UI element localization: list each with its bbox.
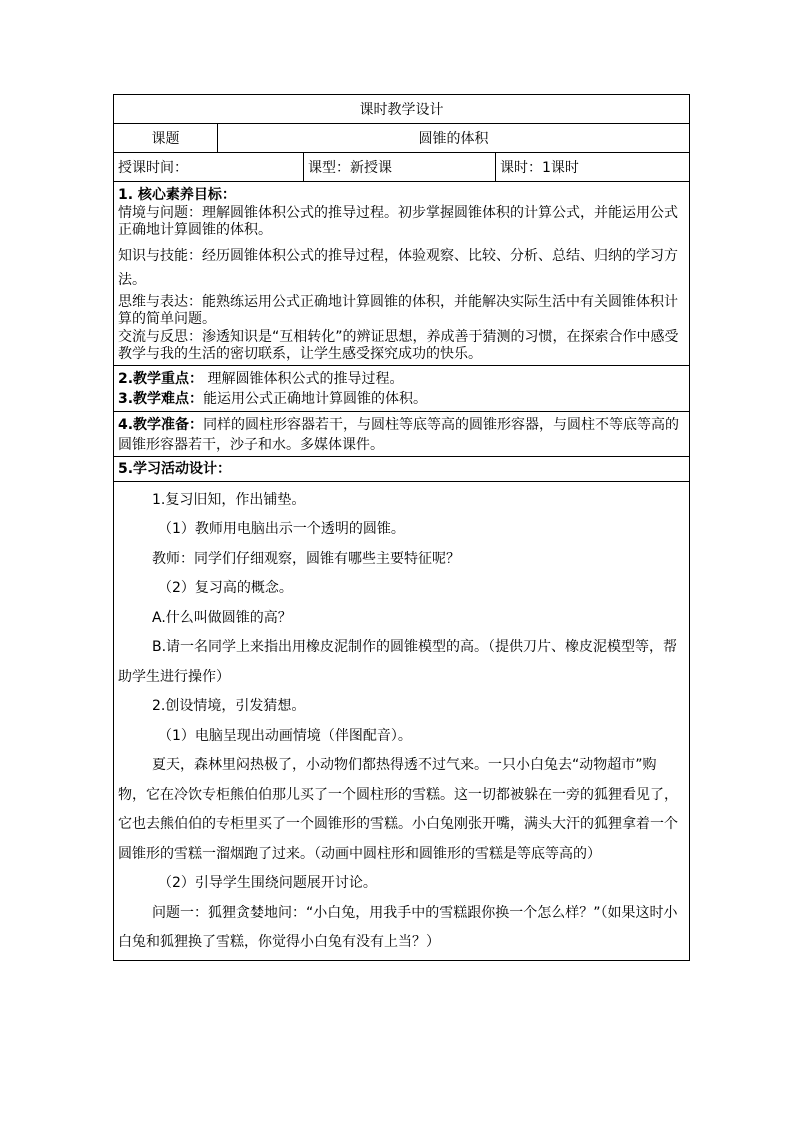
time-label: 授课时间： xyxy=(114,153,304,182)
goal-item-1: 情境与问题：理解圆锥体积公式的推导过程。初步掌握圆锥体积的计算公式，并能运用公式正确地计算圆锥的体积。 xyxy=(118,204,678,238)
difficulty-label: 3.教学难点： xyxy=(118,390,204,407)
activity-para-1: 1.复习旧知，作出铺垫。 xyxy=(152,491,306,508)
prep-text: 同样的圆柱形容器若干，与圆柱等底等高的圆锥形容器，与圆柱不等底等高的圆锥形容器若干，沙子和水。多媒体课件。 xyxy=(118,416,680,453)
activity-heading: 5.学习活动设计： xyxy=(118,460,232,477)
key-points-row xyxy=(114,365,690,411)
topic-value: 圆锥的体积 xyxy=(218,124,690,153)
type-label: 课型：新授课 xyxy=(304,153,496,182)
difficulty-text: 能运用公式正确地计算圆锥的体积。 xyxy=(203,390,428,407)
key-text: 理解圆锥体积公式的推导过程。 xyxy=(203,370,404,387)
key-label: 2.教学重点： xyxy=(118,370,204,387)
prep-row xyxy=(114,411,690,456)
activity-para-2: （1）教师用电脑出示一个透明的圆锥。 xyxy=(158,521,405,537)
goals-cell xyxy=(114,182,690,366)
activity-para-6: B.请一名同学上来指出用橡皮泥制作的圆锥模型的高。（提供刀片、橡皮泥模型等，帮助学生进行操作） xyxy=(118,639,678,685)
activity-para-3: 教师：同学们仔细观察，圆锥有哪些主要特征呢？ xyxy=(152,550,460,567)
activity-heading-cell xyxy=(114,456,690,481)
activity-para-8: （1）电脑呈现出动画情境（伴图配音）。 xyxy=(158,727,412,744)
activity-body-row xyxy=(114,481,690,960)
activity-body-cell xyxy=(114,481,690,960)
table-title: 课时教学设计 xyxy=(114,95,690,124)
title-row xyxy=(114,95,690,124)
activity-para-9: 夏天，森林里闷热极了，小动物们都热得透不过气来。一只小白兔去“动物超市”购物，它在冷饮专柜熊伯伯那儿买了一个圆柱形的雪糕。这一切都被躲在一旁的狐狸看见了，它也去熊伯伯的专柜里买了一个圆锥形的雪糕。小白兔刚张开嘴，满头大汗的狐狸拿着一个圆锥形的雪糕一溜烟跑了过来。（动画中圆柱形和圆锥形的雪糕是等底等高的） xyxy=(118,757,678,862)
activity-para-7: 2.创设情境，引发猜想。 xyxy=(152,698,306,714)
key-points-cell xyxy=(114,365,690,411)
hours-label: 课时：1课时 xyxy=(496,153,690,182)
goals-row xyxy=(114,182,690,366)
info-row xyxy=(114,153,690,182)
goal-item-3: 思维与表达：能熟练运用公式正确地计算圆锥的体积，并能解决实际生活中有关圆锥体积计算的简单问题。 xyxy=(118,293,678,327)
activity-heading-row xyxy=(114,456,690,481)
activity-para-11: 问题一：狐狸贪婪地问：“小白兔，用我手中的雪糕跟你换一个怎么样？”（如果这时小白兔和狐狸换了雪糕，你觉得小白兔有没有上当？） xyxy=(118,904,678,950)
activity-para-5: A.什么叫做圆锥的高？ xyxy=(152,609,292,626)
topic-label: 课题 xyxy=(114,124,218,153)
activity-para-10: （2）引导学生围绕问题展开讨论。 xyxy=(158,875,377,891)
goal-item-4: 交流与反思：渗透知识是“互相转化”的辨证思想，养成善于猜测的习惯，在探索合作中感受教学与我的生活的密切联系，让学生感受探究成功的快乐。 xyxy=(118,328,679,362)
goals-heading: 1. 核心素养目标： xyxy=(118,187,236,203)
prep-label: 4.教学准备： xyxy=(118,416,204,433)
prep-cell xyxy=(114,411,690,456)
topic-row xyxy=(114,124,690,153)
lesson-plan-table xyxy=(113,94,690,961)
goal-item-2: 知识与技能：经历圆锥体积公式的推导过程，体验观察、比较、分析、总结、归纳的学习方法。 xyxy=(118,247,678,288)
activity-para-4: （2）复习高的概念。 xyxy=(158,580,293,596)
